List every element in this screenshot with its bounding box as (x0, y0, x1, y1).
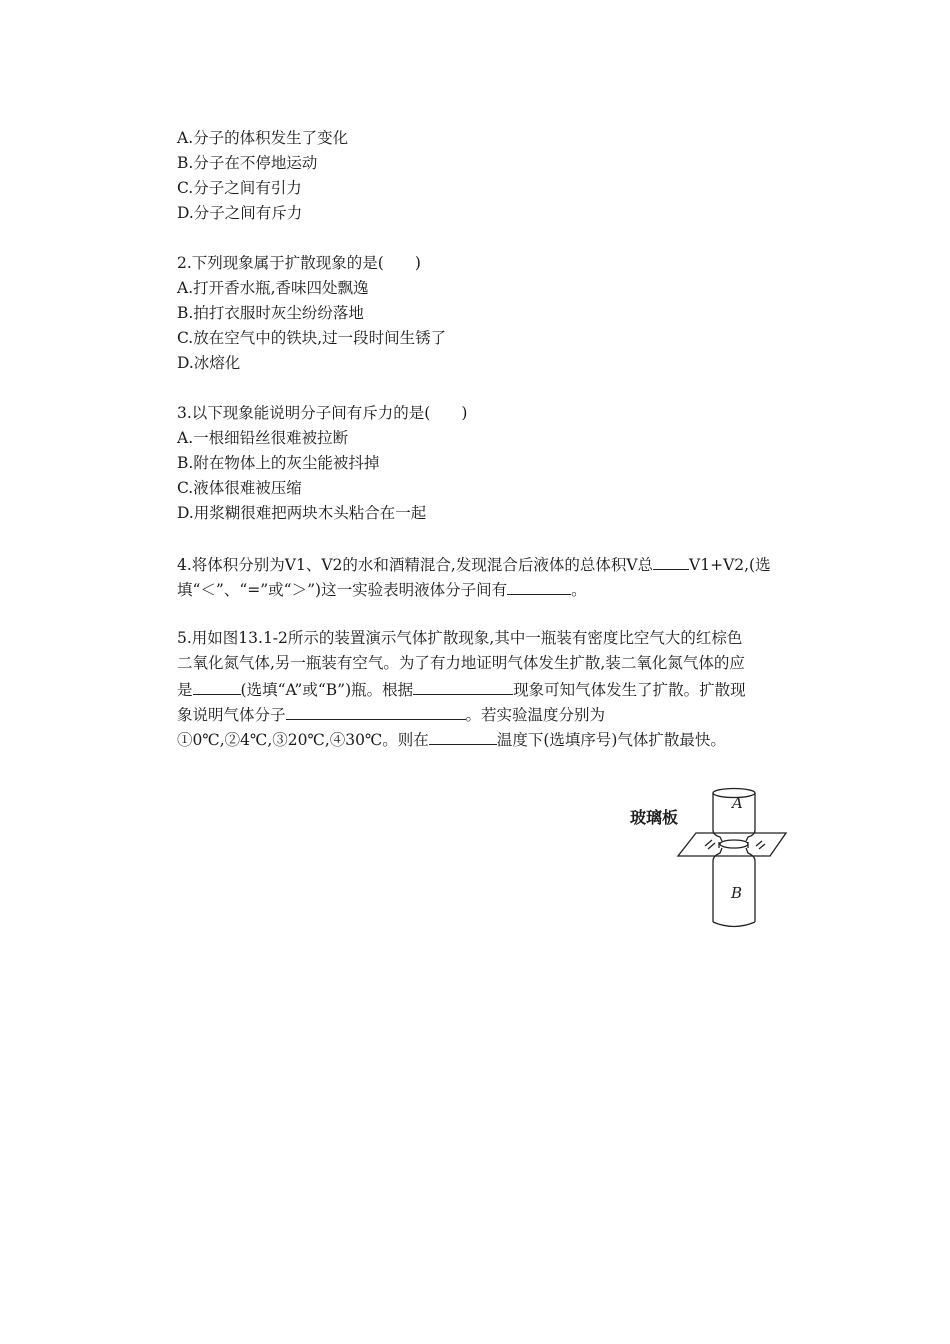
glass-hatch-1 (705, 840, 712, 846)
glass-plate-outline (678, 833, 786, 856)
bottle-b-bottom (713, 922, 755, 927)
q3-option-a: A.一根细铅丝很难被拉断 (177, 429, 349, 447)
q3-stem: 3.以下现象能说明分子间有斥力的是( ) (177, 404, 468, 422)
q1-option-a: A.分子的体积发生了变化 (177, 129, 349, 147)
q3-option-b: B.附在物体上的灰尘能被抖掉 (177, 454, 380, 472)
q4-text-1b: V1+V2,(选 (689, 556, 771, 574)
glass-hatch-4 (759, 844, 765, 849)
q5-blank-bottle[interactable] (193, 678, 241, 695)
q1-option-c: C.分子之间有引力 (177, 179, 302, 197)
q1-option-b: B.分子在不停地运动 (177, 154, 318, 172)
q5-line-5 (177, 728, 726, 750)
bottle-a-right-side (746, 793, 755, 841)
q4-blank-conclusion[interactable] (507, 578, 571, 595)
q4-text-2a: 填“＜”、“=”或“＞”)这一实验表明液体分子间有 (177, 581, 508, 599)
q5-blank-temperature[interactable] (429, 728, 497, 745)
glass-hatch-2 (708, 843, 715, 849)
bottle-a-left-side (713, 793, 722, 841)
bottles-drawing (630, 785, 800, 935)
glass-plate-label: 玻璃板 (630, 808, 679, 827)
q5-line-2: 二氧化氮气体,另一瓶装有空气。为了有力地证明气体发生扩散,装二氧化氮气体的应 (177, 654, 745, 672)
q2-option-b: B.拍打衣服时灰尘纷纷落地 (177, 304, 364, 322)
bottle-b-label: B (731, 884, 743, 902)
bottle-b-left-side (713, 848, 722, 922)
q4-line-1 (177, 553, 771, 575)
q1-option-d: D.分子之间有斥力 (177, 204, 303, 222)
q5-text-3b: (选填“A”或“B”)瓶。根据 (240, 681, 414, 699)
diffusion-apparatus-figure (630, 785, 800, 935)
glass-hatch-3 (756, 841, 762, 846)
bottle-b-right-side (746, 848, 755, 922)
bottle-a-label: A (732, 794, 743, 812)
q4-text-1a: 4.将体积分别为V1、V2的水和酒精混合,发现混合后液体的总体积V总 (177, 556, 654, 574)
q3-option-d: D.用浆糊很难把两块木头粘合在一起 (177, 504, 427, 522)
q5-text-5a: ①0℃,②4℃,③20℃,④30℃。则在 (177, 731, 429, 749)
q5-text-3a: 是 (177, 681, 193, 699)
q2-option-d: D.冰熔化 (177, 354, 241, 372)
q5-text-5b: 温度下(选填序号)气体扩散最快。 (496, 731, 726, 749)
q2-option-a: A.打开香水瓶,香味四处飘逸 (177, 279, 369, 297)
q4-blank-comparison[interactable] (653, 553, 689, 570)
q2-option-c: C.放在空气中的铁块,过一段时间生锈了 (177, 329, 447, 347)
q4-text-2b: 。 (571, 581, 587, 599)
q5-line-1: 5.用如图13.1-2所示的装置演示气体扩散现象,其中一瓶装有密度比空气大的红棕色 (177, 629, 743, 647)
q3-option-c: C.液体很难被压缩 (177, 479, 302, 497)
q5-text-3c: 现象可知气体发生了扩散。扩散现 (513, 681, 746, 699)
bottle-mouth-ellipse (720, 840, 748, 848)
q5-blank-phenomenon[interactable] (413, 678, 513, 695)
q5-blank-explanation[interactable] (286, 703, 466, 720)
q5-text-4a: 象说明气体分子 (177, 706, 286, 724)
q4-line-2 (177, 578, 587, 600)
q5-line-4 (177, 703, 605, 725)
q5-text-4b: 。若实验温度分别为 (465, 706, 606, 724)
q2-stem: 2.下列现象属于扩散现象的是( ) (177, 254, 421, 272)
q5-line-3 (177, 678, 746, 700)
